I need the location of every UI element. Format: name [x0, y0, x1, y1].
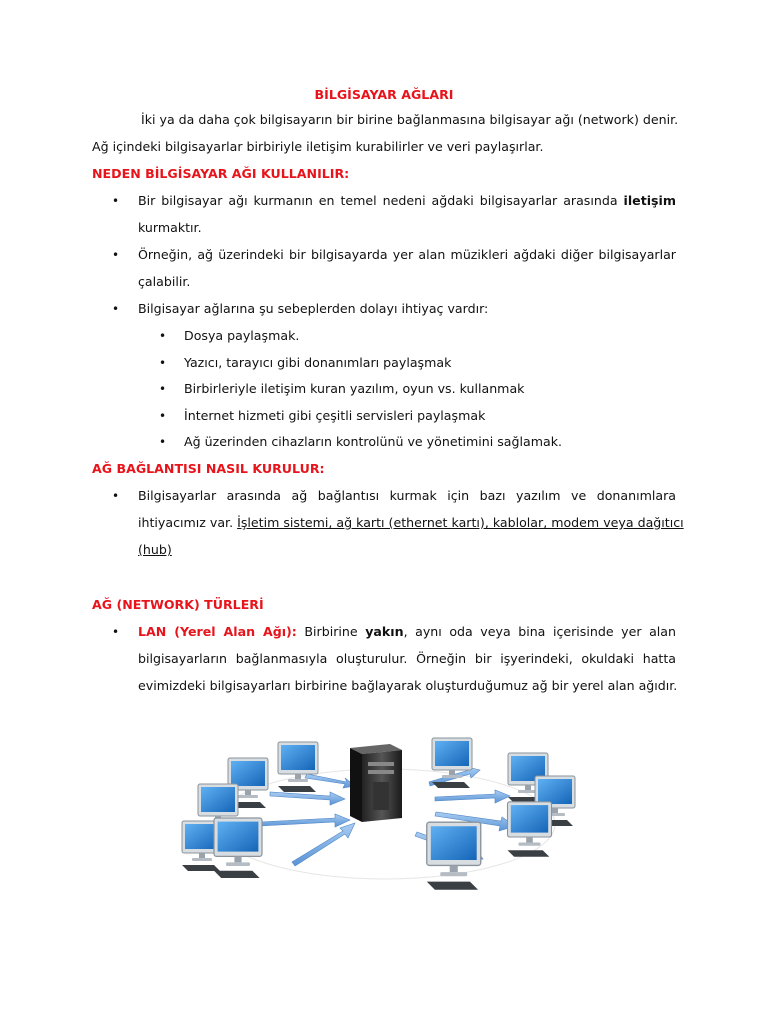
bullet-symbol: •: [159, 435, 167, 449]
sub-item-1: Dosya paylaşmak.: [184, 328, 300, 343]
bullet-symbol: •: [112, 625, 120, 639]
desktop-computer-icon: [427, 822, 481, 890]
how-bullet-line-2: [138, 514, 684, 532]
sub-item-4: İnternet hizmeti gibi çeşitli servisleri paylaşmak: [184, 408, 486, 423]
bullet-symbol: •: [112, 489, 120, 503]
why-bullet-1-line-1: [138, 192, 676, 210]
intro-line-2: Ağ içindeki bilgisayarlar birbiriyle iletişim kurabilirler ve veri paylaşırlar.: [92, 139, 544, 154]
sub-item-2: Yazıcı, tarayıcı gibi donanımları paylaşmak: [184, 355, 452, 370]
intro-line-1: İki ya da daha çok bilgisayarın bir birine bağlanmasına bilgisayar ağı (network) denir.: [141, 112, 679, 127]
bullet-symbol: •: [159, 356, 167, 370]
text-span: ihtiyacımız var.: [138, 515, 234, 530]
sub-item-5: Ağ üzerinden cihazların kontrolünü ve yönetimini sağlamak.: [184, 434, 563, 449]
lan-line-3: evimizdeki bilgisayarları birbirine bağlayarak oluşturduğumuz ağ bir yerel alan ağıdır.: [138, 678, 678, 693]
section-heading-why: NEDEN BİLGİSAYAR AĞI KULLANILIR:: [92, 166, 350, 181]
desktop-computer-icon: [214, 818, 262, 878]
desktop-computer-icon: [508, 802, 552, 857]
bullet-symbol: •: [112, 248, 120, 262]
why-bullet-2-line-2: çalabilir.: [138, 274, 191, 289]
how-bullet-line-3: [138, 541, 172, 559]
why-bullet-1-line-2: kurmaktır.: [138, 220, 202, 235]
bullet-symbol: •: [159, 409, 167, 423]
bullet-symbol: •: [112, 194, 120, 208]
section-heading-types: AĞ (NETWORK) TÜRLERİ: [92, 597, 264, 612]
text-span: , aynı oda veya bina içerisinde yer alan: [403, 624, 676, 639]
text-span: Bir bilgisayar ağı kurmanın en temel nedeni ağdaki bilgisayarlar arasında: [138, 193, 618, 208]
why-bullet-2-line-1: Örneğin, ağ üzerindeki bir bilgisayarda yer alan müzikleri ağdaki diğer bilgisayarlar: [138, 247, 676, 262]
lan-network-illustration: [180, 726, 590, 926]
bullet-symbol: •: [112, 302, 120, 316]
server-tower-icon: [350, 744, 402, 822]
lan-line-1: [138, 623, 676, 641]
bold-word: iletişim: [623, 193, 676, 208]
underlined-text: İşletim sistemi, ağ kartı (ethernet kartı), kablolar, modem veya dağıtıcı: [237, 515, 684, 530]
bullet-symbol: •: [159, 382, 167, 396]
lan-label: LAN (Yerel Alan Ağı):: [138, 624, 297, 639]
how-bullet-line-1: Bilgisayarlar arasında ağ bağlantısı kurmak için bazı yazılım ve donanımlara: [138, 488, 676, 503]
bullet-symbol: •: [159, 329, 167, 343]
lan-line-2: bilgisayarların bağlanmasıyla oluşturulur. Örneğin bir işyerindeki, okuldaki hatta: [138, 651, 676, 666]
desktop-computer-icon: [278, 742, 318, 792]
section-heading-how: AĞ BAĞLANTISI NASIL KURULUR:: [92, 461, 325, 476]
bold-word: yakın: [365, 624, 404, 639]
underlined-text: (hub): [138, 542, 172, 557]
text-span: Birbirine: [304, 624, 358, 639]
why-bullet-3: Bilgisayar ağlarına şu sebeplerden dolayı ihtiyaç vardır:: [138, 301, 489, 316]
sub-item-3: Birbirleriyle iletişim kuran yazılım, oyun vs. kullanmak: [184, 381, 525, 396]
page-title: BİLGİSAYAR AĞLARI: [314, 87, 454, 102]
